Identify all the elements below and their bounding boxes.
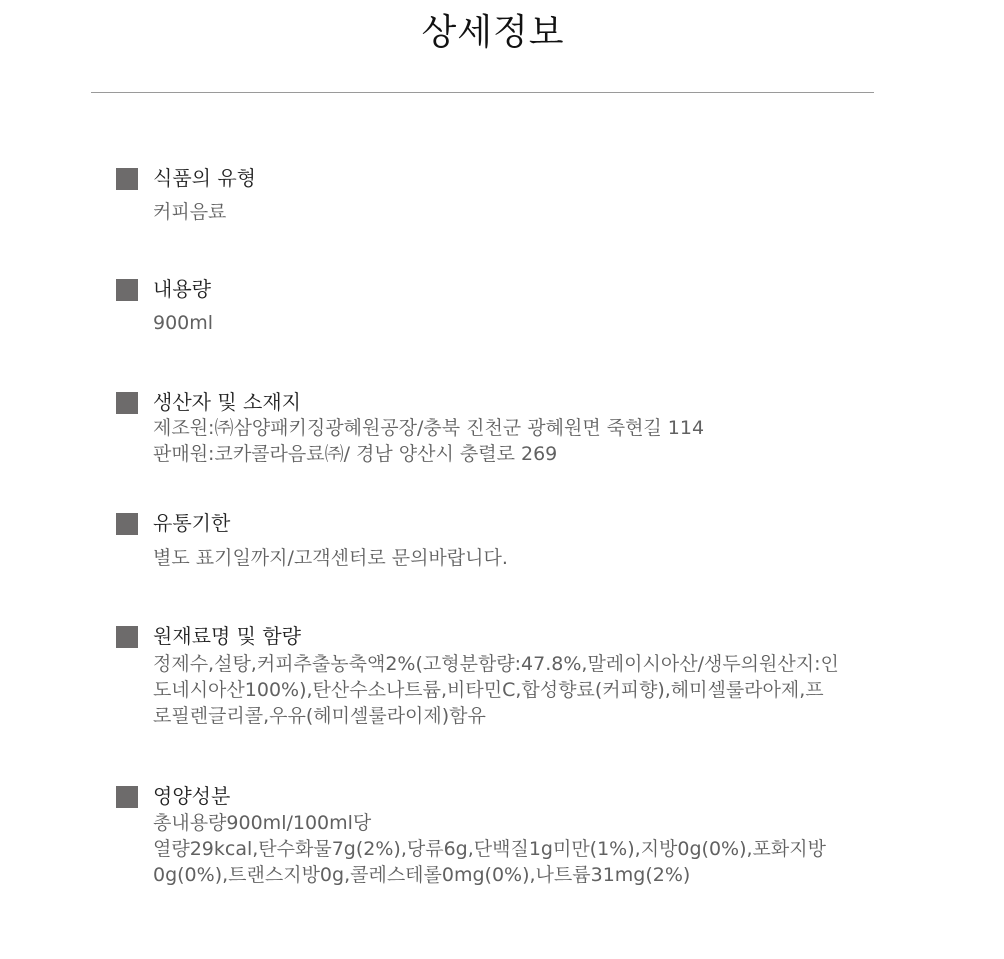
section-text-line: 열량29kcal,탄수화물7g(2%),당류6g,단백질1g미만(1%),지방0g(0%),포화지방 <box>153 838 826 860</box>
section-heading: 유통기한 <box>153 511 231 535</box>
section-text-line: 도네시아산100%),탄산수소나트륨,비타민C,합성향료(커피향),헤미셀룰라아제,프 <box>153 679 824 701</box>
section-heading: 영양성분 <box>153 784 231 808</box>
section-text-line: 0g(0%),트랜스지방0g,콜레스테롤0mg(0%),나트륨31mg(2%) <box>153 864 691 886</box>
square-bullet-icon <box>116 626 138 648</box>
section-heading: 식품의 유형 <box>153 166 256 190</box>
square-bullet-icon <box>116 168 138 190</box>
section-text: 별도 표기일까지/고객센터로 문의바랍니다. <box>153 547 508 569</box>
section-text: 커피음료 <box>153 201 227 223</box>
square-bullet-icon <box>116 513 138 535</box>
section-text-line: 로필렌글리콜,우유(헤미셀룰라이제)함유 <box>153 705 486 727</box>
square-bullet-icon <box>116 786 138 808</box>
section-heading: 내용량 <box>153 277 211 301</box>
section-heading: 생산자 및 소재지 <box>153 390 301 414</box>
title-divider <box>91 92 874 93</box>
section-text-line: 정제수,설탕,커피추출농축액2%(고형분함량:47.8%,말레이시아산/생두의원산지:인 <box>153 653 839 675</box>
page-title: 상세정보 <box>421 12 565 53</box>
square-bullet-icon <box>116 279 138 301</box>
section-text: 900ml <box>153 312 214 334</box>
section-text-line: 총내용량900ml/100ml당 <box>153 812 372 834</box>
square-bullet-icon <box>116 392 138 414</box>
section-text-line: 판매원:코카콜라음료㈜/ 경남 양산시 충렬로 269 <box>153 443 558 465</box>
section-heading: 원재료명 및 함량 <box>153 624 301 648</box>
section-text-line: 제조원:㈜삼양패키징광혜원공장/충북 진천군 광혜원면 죽현길 114 <box>153 417 705 439</box>
